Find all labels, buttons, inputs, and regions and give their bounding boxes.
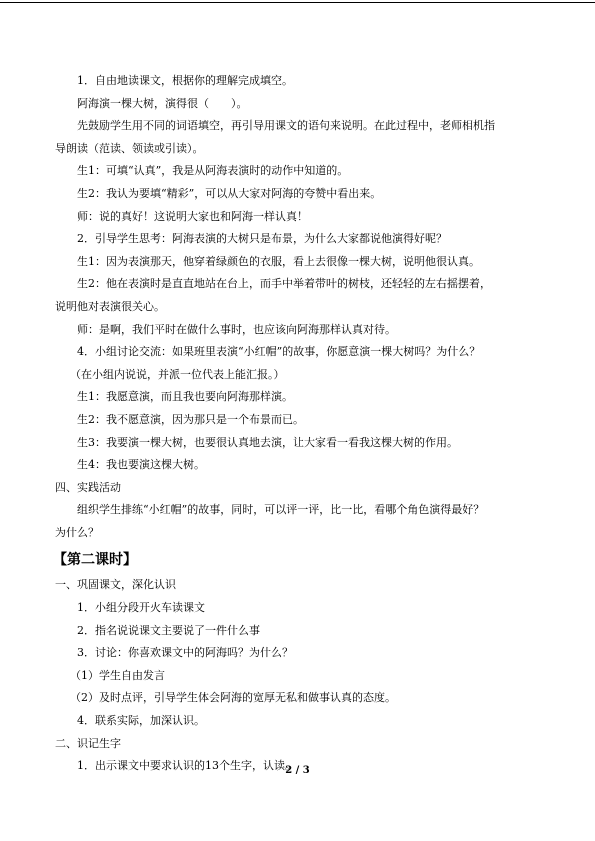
paragraph-line: 生1：我愿意演，而且我也要向阿海那样演。 <box>77 390 293 404</box>
paragraph-line: 导朗读（范读、领读或引读）。 <box>55 141 204 155</box>
paragraph-line: （在小组内说说，并派一位代表上能汇报。） <box>70 367 285 381</box>
paragraph-line: 组织学生排练“小红帽”的故事，同时，可以评一评，比一比，看哪个角色演得最好？ <box>77 503 485 517</box>
page-number: 2 / 3 <box>285 765 310 776</box>
paragraph-line: 生4：我也要演这棵大树。 <box>77 458 205 472</box>
paragraph-line: 师：是啊，我们平时在做什么事时，也应该向阿海那样认真对待。 <box>77 322 396 336</box>
paragraph-line: 阿海演一棵大树，演得很（ ）。 <box>77 96 248 110</box>
paragraph-line: 说明他对表演很关心。 <box>55 299 165 313</box>
paragraph-line: 生2：他在表演时是直直地站在台上，而手中举着带叶的树枝，还轻轻的左右摇摆着， <box>77 277 491 291</box>
page-top-rule <box>0 2 595 3</box>
section-heading: 四、实践活动 <box>55 480 121 494</box>
paragraph-line: 1．出示课文中要求认识的13个生字，认读。 <box>77 759 296 773</box>
paragraph-line: 师：说的真好！这说明大家也和阿海一样认真！ <box>77 209 308 223</box>
paragraph-line: 2．引导学生思考：阿海表演的大树只是布景，为什么大家都说他演得好呢？ <box>77 232 447 246</box>
paragraph-line: 生1：可填“认真”，我是从阿海表演时的动作中知道的。 <box>77 164 349 178</box>
section-heading: 一、巩固课文，深化认识 <box>55 578 176 592</box>
paragraph-line: 生2：我认为要填“精彩”，可以从大家对阿海的夸赞中看出来。 <box>77 186 382 200</box>
lesson-heading: 【第二课时】 <box>53 552 137 569</box>
paragraph-line: 3．讨论：你喜欢课文中的阿海吗？为什么？ <box>77 646 293 660</box>
paragraph-line: 生3：我要演一棵大树，也要很认真地去演，让大家看一看我这棵大树的作用。 <box>77 435 458 449</box>
paragraph-line: （2）及时点评，引导学生体会阿海的宽厚无私和做事认真的态度。 <box>70 691 396 705</box>
paragraph-line: 4．小组讨论交流：如果班里表演“小红帽”的故事，你愿意演一棵大树吗？为什么？ <box>77 345 481 359</box>
section-heading: 二、识记生字 <box>55 736 121 750</box>
paragraph-line: （1）学生自由发言 <box>70 668 165 682</box>
paragraph-line: 先鼓励学生用不同的词语填空，再引导用课文的语句来说明。在此过程中，老师相机指 <box>77 119 495 133</box>
paragraph-line: 为什么？ <box>55 525 99 539</box>
paragraph-line: 生2：我不愿意演，因为那只是一个布景而已。 <box>77 412 304 426</box>
paragraph-line: 1．小组分段开火车读课文 <box>77 601 205 615</box>
paragraph-line: 1．自由地读课文，根据你的理解完成填空。 <box>77 74 293 87</box>
document-body <box>55 70 550 778</box>
paragraph-line: 2．指名说说课文主要说了一件什么事 <box>77 623 260 637</box>
paragraph-line: 4．联系实际，加深认识。 <box>77 714 205 728</box>
paragraph-line: 生1：因为表演那天，他穿着绿颜色的衣服，看上去很像一棵大树，说明他很认真。 <box>77 254 480 268</box>
